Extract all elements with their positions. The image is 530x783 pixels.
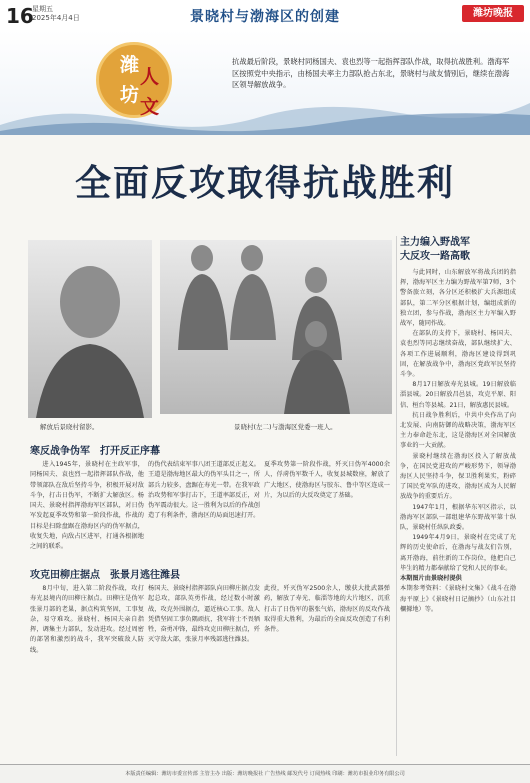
badge-char-4: 文	[140, 96, 160, 118]
page-footer: 本版责任编辑：潍坊市委宣传部 主管主办 出版：潍坊晚报社 广告热线 邮发代号 订阅热线 印刷：潍坊市报业印务有限公司	[0, 764, 530, 783]
right-paragraph: 8月17日解放寿光县城。19日解放临淄县城。20日解放昌邑县，攻克平原、阳信、桓台等县城。21日，解放惠民县城。	[400, 381, 516, 409]
section2-heading: 攻克田柳庄据点 张景月逃往潍县	[30, 570, 180, 581]
intro-text: 抗战最后阶段，景晓村同杨国夫、袁也烈等一起指挥部队作战，取得抗战胜利。渤海军区按照党中央指示，由杨国夫率主力部队抢占东北，景晓村与战友情别后，继续在渤海区领导解放战争。	[232, 57, 510, 89]
weekday: 星期五	[32, 5, 53, 13]
right-paragraph: 1949年4月9日，景晓村在完成了光辉的历史使命后，在渤海与战友们告别，离开渤海，前往新的工作岗位，他把自己毕生的精力都奉献给了党和人民的事业。	[400, 534, 516, 572]
right-paragraph: 1947年1月，根据华东军区指示，以渤海军区部队一部组建华东野战军第十纵队，景晓村任纵队政委。	[400, 503, 516, 532]
right-heading-line1: 主力编入野战军	[400, 237, 470, 248]
badge-char-2: 人	[140, 66, 160, 88]
reference-note: 本期参考资料：《景晓村文集》《战斗在渤海平原上》《景晓村日记摘抄》（山东社目欄據地）等。	[400, 585, 516, 613]
wave-decoration	[0, 95, 530, 135]
group-caption: 景晓村(左二)与渤海区党委一班人。	[234, 423, 337, 431]
source-note: 本期图片由景晓村提供	[400, 575, 462, 583]
section1-heading: 寒反战争伪军 打开反正序幕	[30, 446, 160, 457]
right-heading-line2: 大反攻一路高歌	[400, 251, 470, 262]
section-title: 景晓村与渤海区的创建	[190, 9, 340, 25]
right-paragraph: 与此同时，山东解放军将战兵团的指挥，渤海军区主力编为野战军第7师，3个警备旅立刻，各分区还积极扩大兵源组成部队，第二军分区根据计划，编组成新的独立团，参与作战，渤海区主力军编入野战军，随同作战。	[400, 269, 516, 328]
section2-col3: 此役，歼灭伪军2500余人，缴获大批武器弹药，解放了寿光、临淄等地的大片地区，沉重打击了日伪军的嚣张气焰，渤海区的反攻作战取得重大胜利，为最后的全面反攻创造了有利条件。	[264, 585, 390, 634]
section2-col2: 杨国夫、景晓村指挥部队向田柳庄据点发起总攻，部队英勇作战，经过数小时激战，攻克外围据点，逼近核心工事。敌人凭借坚固工事负隅顽抗，我军将士不畏牺牲，奋勇冲锋，最终攻克田柳庄据点，歼灭守敌大部，张景月率残部逃往潍县。	[148, 585, 260, 644]
column-divider	[396, 236, 397, 756]
page-number: 16	[6, 4, 34, 28]
main-title: 全面反攻取得抗战胜利	[74, 163, 455, 204]
badge-char-3: 坊	[120, 84, 140, 106]
newspaper-logo: 潍坊晚报	[462, 5, 524, 22]
right-paragraph: 景晓村继续在渤海区投入了解放战争，在国民党进攻的严峻形势下，领导渤海区人民坚持斗争，保卫胜利果实，粉碎了国民党军队的进攻，渤海区成为人民解放战争的重要后方。	[400, 452, 516, 501]
group-photo	[160, 240, 392, 414]
section2-col1: 8月中旬，进入第二阶段作战，攻打寿光县境内的田柳庄据点。田柳庄是伪军张景月部的老巢，据点构筑坚固，工事复杂，易守难攻。景晓村、杨国夫亲自指挥，调集主力部队，发动进攻。经过周密的部署和激烈的战斗，我军突破敌人防线。	[30, 585, 144, 654]
right-paragraph: 在部队的支持下，景晓村、杨国夫、袁也烈等同志继续奋战，部队继续扩大、各项工作进展顺利，渤海区建设得到巩固，在解放战争中，渤海区党政军民坚持斗争。	[400, 330, 516, 379]
portrait-photo	[28, 240, 152, 418]
date: 2025年4月4日	[32, 14, 80, 22]
group-figures	[160, 240, 392, 414]
section1-col2: 的伪代表结束军事八团王道部反正起义。王道是渤海地区最大的伪军头目之一，所部兵力较多，盘踞在寿光一带。在我军政治攻势和军事打击下，王道率部反正，对伪军震动很大。这一胜利为以后的作战创造了有利条件，渤海区的局面迅速打开。	[148, 461, 260, 520]
portrait-figure	[28, 240, 152, 418]
right-column	[400, 236, 516, 615]
right-paragraph: 抗日战争胜利后，中共中央作出了向北发展、向南防御的战略决策，渤海军区主力奉命赴东北，这是渤海区对全国解放事业的一大贡献。	[400, 411, 516, 450]
portrait-caption: 解放后景晓村留影。	[40, 423, 99, 431]
section1-col1: 进入1945年，景晓村在主政军事，同杨国夫、袁也烈一起指挥部队作战，他带领部队在敌后坚持斗争，积极开展对敌斗争，打击日伪军，不断扩大解放区。杨国夫、景晓村指挥渤海军区部队，对日伪军发起夏季攻势和第一阶段作战，作战的目标是扫除盘踞在渤海区内的伪军据点，收复失地，向敌占区进军，打通各根据地之间的联系。	[30, 461, 144, 551]
section1-col3: 夏季攻势第一阶段作战，歼灭日伪军4000余人，俘虏伪军数千人，收复县城数座，解放了广大地区，使渤海区与胶东、鲁中等区连成一片，为以后的大反攻奠定了基础。	[264, 461, 390, 499]
badge-char-1: 潍	[120, 54, 140, 76]
